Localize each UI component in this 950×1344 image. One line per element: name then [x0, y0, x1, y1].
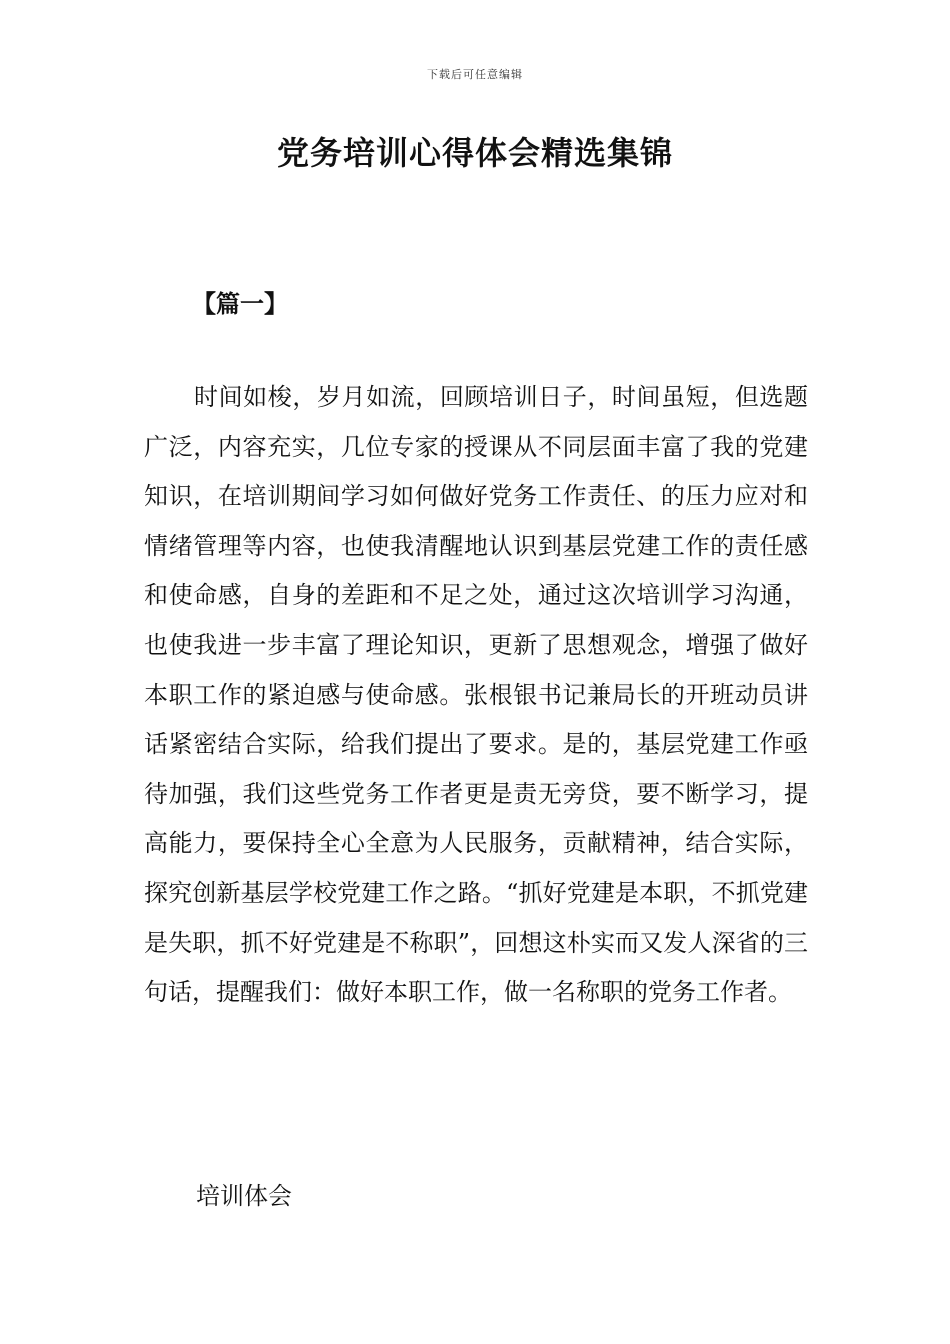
section-label: 【篇一】 [192, 290, 288, 318]
subheading: 培训体会 [196, 1182, 292, 1210]
page-title: 党务培训心得体会精选集锦 [276, 134, 673, 172]
body-paragraph: 时间如梭，岁月如流，回顾培训日子，时间虽短，但选题广泛，内容充实，几位专家的授课从不同层面丰富了我的党建知识，在培训期间学习如何做好党务工作责任、的压力应对和情绪管理等内容，也使我清醒地认识到基层党建工作的责任感和使命感，自身的差距和不足之处，通过这次培训学习沟通，也使我进一步丰富了理论知识，更新了思想观念，增强了做好本职工作的紧迫感与使命感。张根银书记兼局长的开班动员讲话紧密结合实际，给我们提出了要求。是的，基层党建工作亟待加强，我们这些党务工作者更是责无旁贷，要不断学习，提高能力，要保持全心全意为人民服务，贡献精神，结合实际，探究创新基层学校党建工作之路。“抓好党建是本职，不抓党建是失职，抓不好党建是不称职”，回想这朴实而又发人深省的三句话，提醒我们：做好本职工作，做一名称职的党务工作者。 [144, 383, 808, 1007]
header-note: 下载后可任意编辑 [427, 68, 523, 81]
